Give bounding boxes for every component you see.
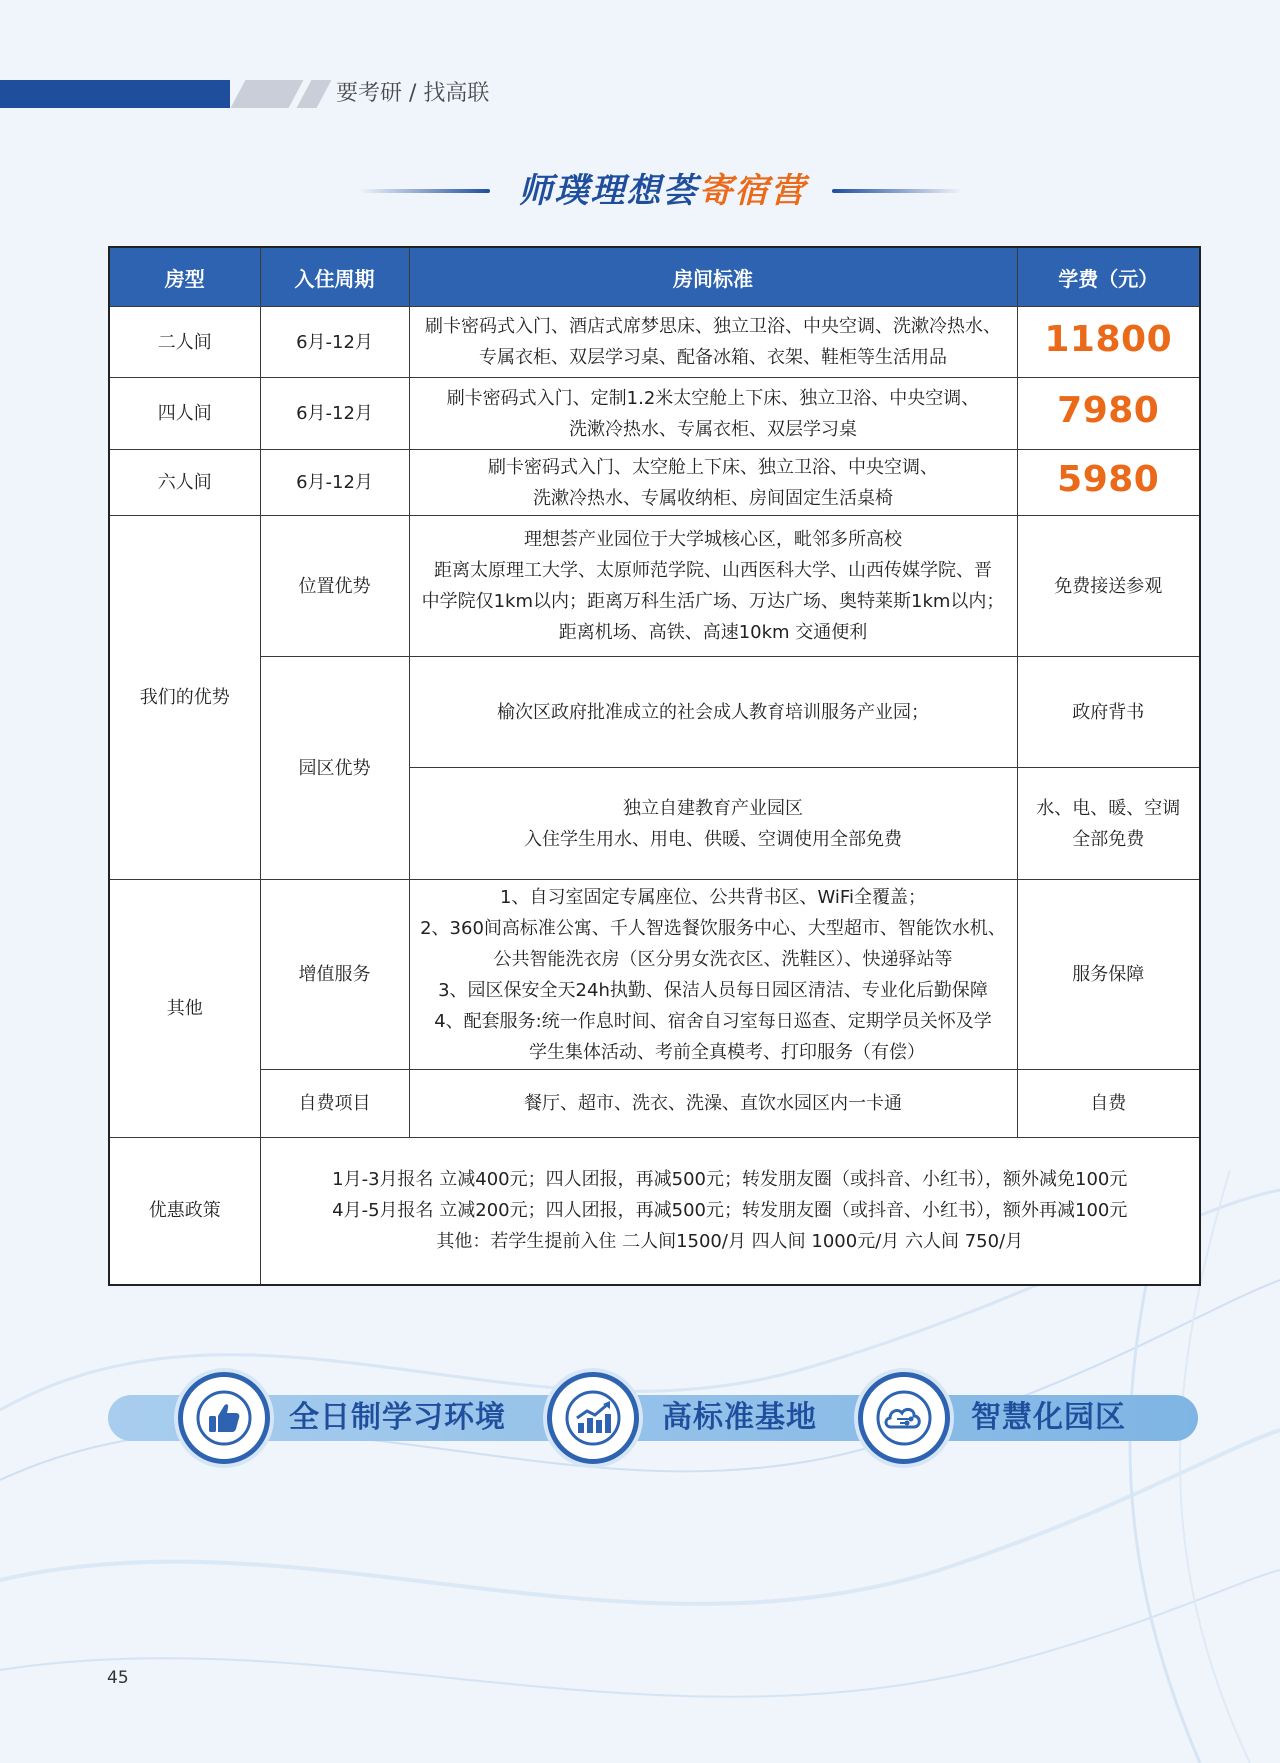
room-standard	[409, 450, 1017, 516]
room-period: 6月-12月	[260, 378, 409, 450]
header-stripe	[231, 80, 304, 108]
col-header-period: 入住周期	[260, 247, 409, 307]
room-price	[1017, 450, 1200, 516]
feature-badge	[178, 1372, 270, 1464]
self-paid-label: 自费项目	[260, 1070, 409, 1138]
col-header-fee: 学费（元）	[1017, 247, 1200, 307]
table-row	[109, 657, 1200, 768]
park-note-2	[1017, 768, 1200, 880]
title-part-1: 师璞理想荟	[518, 171, 699, 211]
policy-label: 优惠政策	[109, 1138, 260, 1285]
location-label: 位置优势	[260, 516, 409, 657]
park-note-line: 水、电、暖、空调	[1036, 797, 1181, 819]
table-row	[109, 516, 1200, 657]
feature-badge	[547, 1372, 639, 1464]
value-added-detail	[409, 880, 1017, 1070]
room-standard	[409, 378, 1017, 450]
room-period: 6月-12月	[260, 307, 409, 378]
location-line: 距离太原理工大学、太原师范学院、山西医科大学、山西传媒学院、晋	[434, 560, 992, 581]
table-row	[109, 450, 1200, 516]
park-note-line: 全部免费	[1072, 828, 1145, 850]
room-price	[1017, 378, 1200, 450]
park-line: 独立自建教育产业园区	[623, 797, 803, 819]
col-header-standard: 房间标准	[409, 247, 1017, 307]
room-type: 六人间	[109, 450, 260, 516]
room-standard-line: 洗漱冷热水、专属收纳柜、房间固定生活桌椅	[533, 487, 893, 509]
pricing-table	[108, 246, 1201, 1286]
room-standard-line: 刷卡密码式入门、定制1.2米太空舱上下床、独立卫浴、中央空调、	[446, 387, 980, 409]
feature-label: 全日制学习环境	[289, 1400, 506, 1435]
location-line: 距离机场、高铁、高速10km 交通便利	[558, 622, 868, 643]
room-standard-line: 专属衣柜、双层学习桌、配备冰箱、衣架、鞋柜等生活用品	[479, 347, 947, 368]
value-added-line: 4、配套服务:统一作息时间、宿舍自习室每日巡查、定期学员关怀及学	[434, 1010, 992, 1032]
advantages-label: 我们的优势	[109, 516, 260, 880]
price-value: 7980	[1057, 390, 1160, 431]
room-standard-line: 刷卡密码式入门、酒店式席梦思床、独立卫浴、中央空调、洗漱冷热水、	[425, 316, 1001, 337]
location-note: 免费接送参观	[1017, 516, 1200, 657]
table-row	[109, 1070, 1200, 1138]
col-header-room-type: 房型	[109, 247, 260, 307]
table-header-row	[109, 247, 1200, 307]
table-row	[109, 307, 1200, 378]
page-title	[0, 168, 1280, 214]
feature-label: 高标准基地	[662, 1400, 817, 1435]
location-line: 中学院仅1km以内；距离万科生活广场、万达广场、奥特莱斯1km以内；	[421, 591, 1005, 612]
title-rule-left	[360, 189, 490, 193]
price-value: 5980	[1057, 459, 1160, 500]
header-slogan: 要考研 / 找高联	[336, 81, 490, 106]
park-line: 入住学生用水、用电、供暖、空调使用全部免费	[524, 828, 902, 850]
policy-line: 其他：若学生提前入住 二人间1500/月 四人间 1000元/月 六人间 750/月	[436, 1231, 1024, 1253]
table-row	[109, 378, 1200, 450]
room-type: 二人间	[109, 307, 260, 378]
table-row	[109, 880, 1200, 1070]
title-rule-right	[832, 189, 962, 193]
value-added-line: 学生集体活动、考前全真模考、打印服务（有偿）	[529, 1041, 925, 1063]
location-detail	[409, 516, 1017, 657]
policy-line: 4月-5月报名 立减200元；四人团报，再减500元；转发朋友圈（或抖音、小红书），额外再减100元	[332, 1200, 1128, 1222]
self-paid-note: 自费	[1017, 1070, 1200, 1138]
value-added-line: 公共智能洗衣房（区分男女洗衣区、洗鞋区）、快递驿站等	[493, 948, 953, 970]
title-text	[510, 168, 815, 214]
header-bar	[0, 80, 230, 108]
room-standard-line: 洗漱冷热水、专属衣柜、双层学习桌	[569, 418, 857, 440]
feature-label: 智慧化园区	[971, 1400, 1126, 1435]
policy-detail	[260, 1138, 1200, 1285]
value-added-line: 1、自习室固定专属座位、公共背书区、WiFi全覆盖；	[500, 886, 926, 908]
room-standard	[409, 307, 1017, 378]
room-price	[1017, 307, 1200, 378]
room-type: 四人间	[109, 378, 260, 450]
policy-line: 1月-3月报名 立减400元；四人团报，再减500元；转发朋友圈（或抖音、小红书），额外减免100元	[332, 1169, 1128, 1191]
price-value: 11800	[1044, 318, 1173, 360]
value-added-line: 3、园区保安全天24h执勤、保洁人员每日园区清洁、专业化后勤保障	[438, 979, 988, 1001]
room-standard-line: 刷卡密码式入门、太空舱上下床、独立卫浴、中央空调、	[488, 456, 938, 478]
table-row	[109, 1138, 1200, 1285]
page-number: 45	[107, 1668, 129, 1688]
value-added-label: 增值服务	[260, 880, 409, 1070]
park-note-1: 政府背书	[1017, 657, 1200, 768]
location-line: 理想荟产业园位于大学城核心区，毗邻多所高校	[524, 529, 902, 550]
value-added-line: 2、360间高标准公寓、千人智选餐饮服务中心、大型超市、智能饮水机、	[420, 917, 1006, 939]
header-stripe	[297, 80, 332, 108]
room-period: 6月-12月	[260, 450, 409, 516]
cloud-network-icon	[875, 1389, 933, 1447]
thumbs-up-icon	[195, 1389, 253, 1447]
park-detail-2	[409, 768, 1017, 880]
value-added-note: 服务保障	[1017, 880, 1200, 1070]
title-part-2: 寄宿营	[698, 171, 807, 211]
park-label: 园区优势	[260, 657, 409, 880]
growth-chart-icon	[564, 1389, 622, 1447]
self-paid-detail: 餐厅、超市、洗衣、洗澡、直饮水园区内一卡通	[409, 1070, 1017, 1138]
park-detail-1: 榆次区政府批准成立的社会成人教育培训服务产业园；	[409, 657, 1017, 768]
feature-badge	[858, 1372, 950, 1464]
others-label: 其他	[109, 880, 260, 1138]
